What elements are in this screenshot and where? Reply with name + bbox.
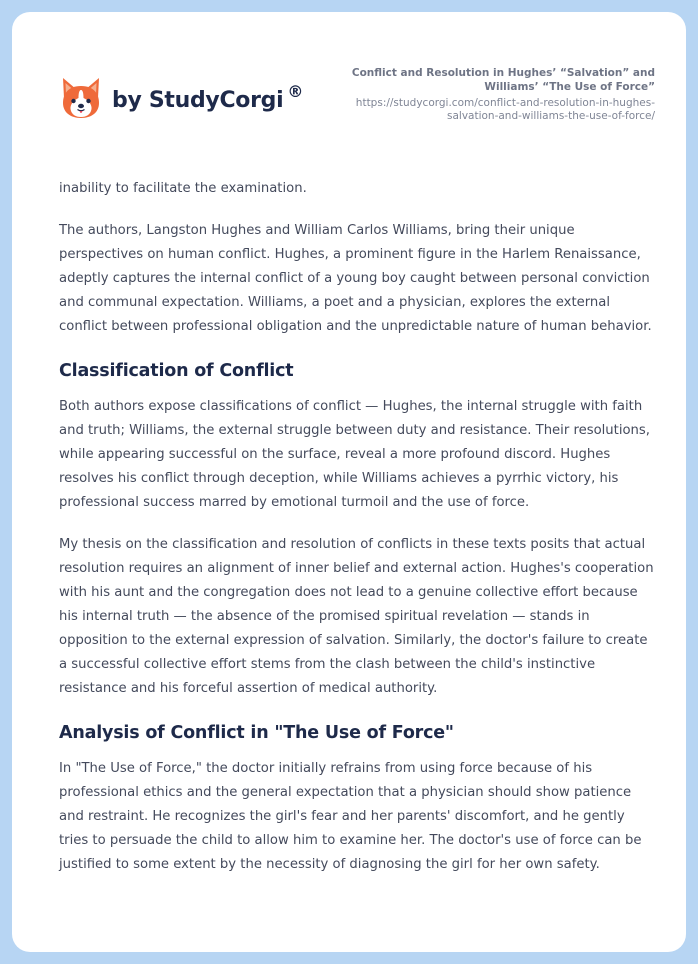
page-header — [12, 12, 686, 152]
document-meta — [325, 66, 655, 123]
corgi-icon — [60, 76, 102, 120]
paragraph: In "The Use of Force," the doctor initially refrains from using force because of his professional ethics and the general expectation that a physician should show patience and restraint. He recognizes the girl's fear and her parents' discomfort, and he gently tries to persuade the child to allow him to examine her. The doctor's use of force can be justified to some extent by the necessity of diagnosing the girl for her own safety. — [59, 761, 642, 872]
document-page — [12, 12, 686, 952]
brand-name — [112, 81, 304, 113]
studycorgi-logo[interactable] — [60, 76, 303, 120]
paragraph: My thesis on the classification and resolution of conflicts in these texts posits that actual resolution requires an alignment of inner belief and external action. Hughes's cooperation with his aunt and the congregation does not lead to a genuine collective effort because his internal truth — the absence of the promised spiritual revelation — stands in opposition to the external expression of salvation. Similarly, the doctor's failure to create a successful collective effort stems from the clash between the child's instinctive resistance and his forceful assertion of medical authority. — [59, 537, 654, 696]
registered-mark: ® — [287, 81, 304, 101]
paragraph: inability to facilitate the examination. — [59, 181, 307, 196]
document-body — [59, 177, 657, 895]
document-title: Conflict and Resolution in Hughes’ “Salvation” and Williams’ “The Use of Force” — [351, 67, 655, 93]
paragraph: The authors, Langston Hughes and William Carlos Williams, bring their unique perspectives on human conflict. Hughes, a prominent figure in the Harlem Renaissance, adeptly captures the internal conflict of a young boy caught between personal conviction and communal expectation. Williams, a poet and a physician, explores the external conflict between professional obligation and the unpredictable nature of human behavior. — [59, 223, 652, 334]
section-heading: Classification of Conflict — [59, 361, 294, 381]
section-heading: Analysis of Conflict in "The Use of Force" — [59, 723, 454, 743]
brand-text: by StudyCorgi — [112, 87, 284, 113]
document-url[interactable]: https://studycorgi.com/conflict-and-resolution-in-hughes-salvation-and-williams-the-use-of-force/ — [355, 97, 655, 122]
paragraph: Both authors expose classifications of conflict — Hughes, the internal struggle with faith and truth; Williams, the external struggle between duty and resistance. Their resolutions, while appearing successful on the surface, reveal a more profound discord. Hughes resolves his conflict through deception, while Williams achieves a pyrrhic victory, his professional success marred by emotional turmoil and the use of force. — [59, 399, 650, 510]
